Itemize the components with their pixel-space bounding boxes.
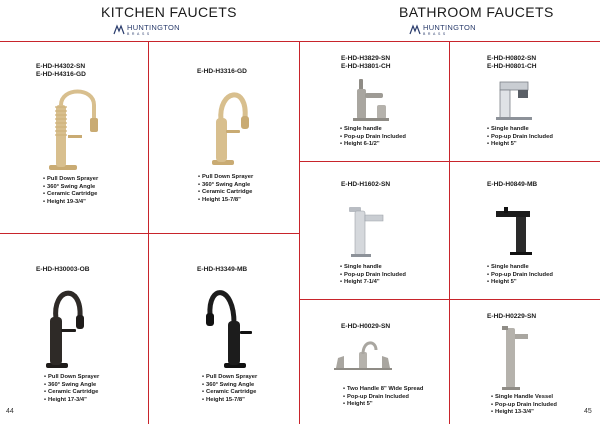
product-card-bath-2 [487, 55, 536, 71]
product-code: E-HD-H4302-SN [36, 63, 86, 70]
feature-item: • Pull Down Sprayer [202, 374, 257, 382]
faucet-image-bath-6 [492, 324, 532, 392]
product-card-bath-5 [341, 323, 390, 331]
brand-sub: BRASS [127, 31, 152, 36]
brand-sub: BRASS [423, 31, 448, 36]
feature-list-kitchen-4 [202, 374, 257, 404]
feature-item: • Pop-up Drain Included [340, 272, 406, 280]
product-card-bath-4 [487, 181, 537, 189]
brand-mark-icon [113, 25, 125, 35]
page-gutter-divider [299, 41, 300, 424]
product-code: E-HD-H0029-SN [341, 323, 391, 330]
kitchen-row-divider [0, 233, 299, 234]
feature-item: • Ceramic Cartridge [198, 189, 253, 197]
feature-item: • Single handle [487, 264, 553, 272]
feature-item: • Height 13-3/4" [491, 409, 557, 417]
header-divider [0, 41, 600, 42]
product-code: E-HD-H0801-CH [487, 63, 537, 70]
bathroom-faucets-title: BATHROOM FAUCETS [399, 4, 554, 20]
feature-item: • Ceramic Cartridge [43, 191, 98, 199]
feature-list-bath-1 [340, 126, 406, 149]
faucet-image-kitchen-1 [34, 85, 104, 175]
feature-list-kitchen-3 [44, 374, 99, 404]
kitchen-faucets-title: KITCHEN FAUCETS [101, 4, 237, 20]
feature-item: • Height 5" [343, 401, 423, 409]
feature-item: • Height 15-7/8" [202, 397, 257, 405]
feature-item: • Height 5" [487, 279, 553, 287]
feature-list-kitchen-1 [43, 176, 98, 206]
product-card-bath-1 [341, 55, 390, 71]
feature-item: • Pull Down Sprayer [198, 174, 253, 182]
bathroom-column-divider [449, 41, 450, 424]
product-code: E-HD-H1602-SN [341, 181, 391, 188]
feature-item: • Pop-up Drain Included [343, 394, 423, 402]
feature-item: • Single handle [340, 264, 406, 272]
feature-item: • Pop-up Drain Included [340, 134, 406, 142]
product-code: E-HD-H3349-MB [197, 266, 248, 273]
product-card-bath-6 [487, 313, 536, 321]
brand-mark-icon [409, 25, 421, 35]
feature-list-bath-2 [487, 126, 553, 149]
feature-list-bath-3 [340, 264, 406, 287]
feature-item: • Two Handle 8" Wide Spread [343, 386, 423, 394]
faucet-image-bath-4 [490, 205, 540, 257]
feature-item: • Ceramic Cartridge [44, 389, 99, 397]
product-code: E-HD-H3801-CH [341, 63, 391, 70]
feature-item: • Height 19-3/4" [43, 199, 98, 207]
product-card-bath-3 [341, 181, 390, 189]
product-code: E-HD-H4316-GD [36, 71, 86, 78]
product-code: E-HD-H0802-SN [487, 55, 537, 62]
feature-item: • Pop-up Drain Included [491, 402, 557, 410]
brand-name: HUNTINGTON [423, 23, 476, 32]
faucet-image-bath-1 [345, 75, 397, 123]
product-code: E-HD-H0229-SN [487, 313, 537, 320]
feature-item: • 360° Swing Angle [44, 382, 99, 390]
product-card-kitchen-4 [197, 266, 247, 274]
feature-item: • 360° Swing Angle [202, 382, 257, 390]
feature-list-kitchen-2 [198, 174, 253, 204]
page-number-right: 45 [584, 408, 592, 415]
feature-list-bath-5 [343, 386, 423, 409]
feature-item: • 360° Swing Angle [43, 184, 98, 192]
faucet-image-bath-3 [343, 203, 393, 259]
feature-item: • Height 7-1/4" [340, 279, 406, 287]
feature-item: • Height 5" [487, 141, 553, 149]
faucet-image-bath-5 [332, 338, 394, 378]
feature-item: • Pop-up Drain Included [487, 134, 553, 142]
product-card-kitchen-2 [197, 68, 247, 76]
product-card-kitchen-3 [36, 266, 90, 274]
feature-item: • Pull Down Sprayer [43, 176, 98, 184]
faucet-image-kitchen-2 [200, 84, 260, 168]
product-code: E-HD-H30003-OB [36, 266, 90, 273]
feature-item: • Pull Down Sprayer [44, 374, 99, 382]
bathroom-row-divider-1 [299, 161, 600, 162]
bathroom-row-divider-2 [299, 299, 600, 300]
feature-item: • Height 17-3/4" [44, 397, 99, 405]
feature-item: • Height 6-1/2" [340, 141, 406, 149]
faucet-image-kitchen-3 [38, 281, 98, 371]
huntington-logo-left [113, 24, 180, 36]
product-code: E-HD-H3829-SN [341, 55, 391, 62]
feature-list-bath-4 [487, 264, 553, 287]
product-code: E-HD-H0849-MB [487, 181, 538, 188]
huntington-logo-right [409, 24, 476, 36]
feature-list-bath-6 [491, 394, 557, 417]
feature-item: • Ceramic Cartridge [202, 389, 257, 397]
page-number-left: 44 [6, 408, 14, 415]
product-code: E-HD-H3316-GD [197, 68, 247, 75]
faucet-image-kitchen-4 [200, 281, 260, 371]
feature-item: • 360° Swing Angle [198, 182, 253, 190]
feature-item: • Single Handle Vessel [491, 394, 557, 402]
faucet-image-bath-2 [492, 78, 540, 122]
feature-item: • Height 15-7/8" [198, 197, 253, 205]
feature-item: • Pop-up Drain Included [487, 272, 553, 280]
feature-item: • Single handle [340, 126, 406, 134]
brand-name: HUNTINGTON [127, 23, 180, 32]
feature-item: • Single handle [487, 126, 553, 134]
product-card-kitchen-1 [36, 63, 86, 79]
